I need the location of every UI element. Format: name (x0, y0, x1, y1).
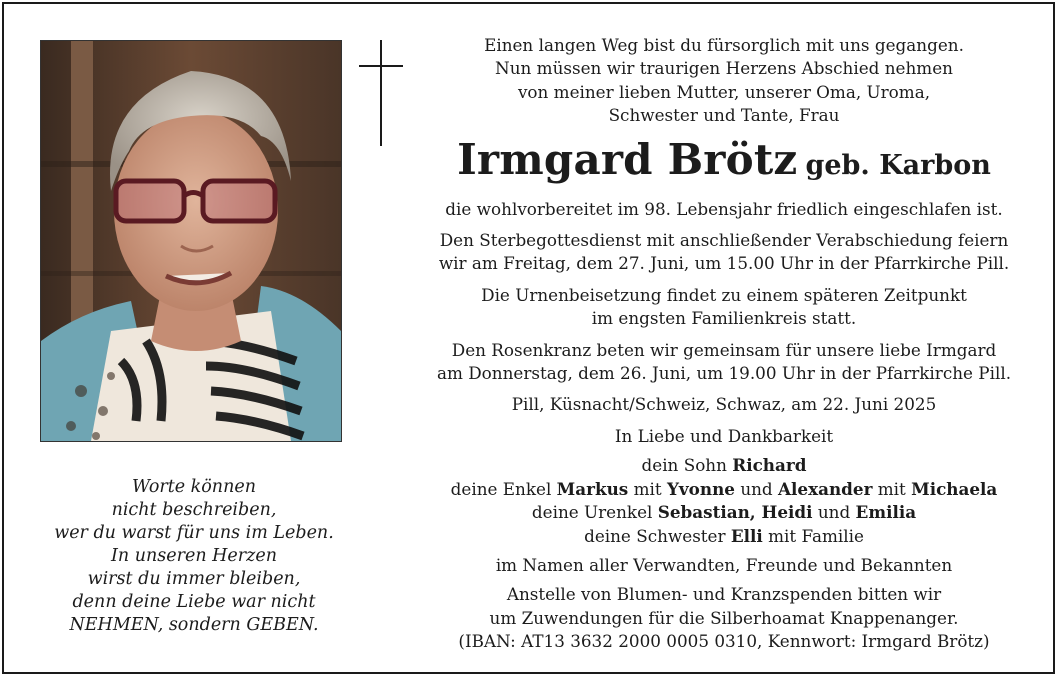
mourner-name: Yvonne (666, 478, 735, 499)
connector-text: und (817, 502, 851, 523)
maiden-name: geb. Karbon (805, 149, 991, 181)
funeral-line: Den Sterbegottesdienst mit anschließender Verabschiedung feiern (439, 230, 1009, 251)
donation-line: Anstelle von Blumen- und Kranzspenden bitten wir (506, 584, 942, 605)
latin-cross-icon (357, 38, 407, 150)
rosary-line: Den Rosenkranz beten wir gemeinsam für unsere liebe Irmgard (451, 339, 997, 360)
poem-line: nicht beschreiben, (111, 500, 277, 520)
mourner-son (408, 454, 1040, 477)
memorial-poem (34, 476, 354, 637)
intro-line: Einen langen Weg bist du fürsorglich mit uns gegangen. (484, 35, 964, 55)
donation-line: um Zuwendungen für die Silberhoamat Knappenanger. (489, 607, 959, 628)
mourner-prefix: deine Urenkel (531, 502, 653, 523)
intro-line: Schwester und Tante, Frau (608, 105, 840, 126)
mourner-name: Sebastian, Heidi (657, 502, 813, 523)
poem-line: denn deine Liebe war nicht (72, 592, 316, 612)
funeral-line: wir am Freitag, dem 27. Juni, um 15.00 Uhr in der Pfarrkirche Pill. (438, 253, 1010, 274)
poem-line: In unseren Herzen (110, 546, 277, 566)
connector-text: mit (877, 478, 906, 499)
mourner-grandchildren (408, 478, 1040, 501)
funeral-info (408, 229, 1040, 276)
closing-line: In Liebe und Dankbarkeit (614, 425, 834, 446)
urn-line: Die Urnenbeisetzung findet zu einem späteren Zeitpunkt (481, 284, 967, 305)
obituary-card (2, 2, 1055, 674)
mourner-name: Elli (730, 525, 763, 546)
mourner-all: im Namen aller Verwandten, Freunde und Bekannten (495, 554, 953, 575)
poem-line: NEHMEN, sondern GEBEN. (69, 615, 319, 635)
poem-line: wer du warst für uns im Leben. (54, 523, 334, 543)
mourner-prefix: dein Sohn (641, 455, 727, 476)
rosary-info (408, 339, 1040, 386)
poem-line: Worte können (132, 477, 256, 497)
mourner-name: Markus (556, 478, 629, 499)
connector-text: und (740, 478, 773, 499)
mourner-prefix: deine Schwester (584, 525, 726, 546)
donation-line: (IBAN: AT13 3632 2000 0005 0310, Kennwort: Irmgard Brötz) (458, 631, 990, 652)
mourner-prefix: deine Enkel (450, 478, 552, 499)
deceased-name: Irmgard Brötz (457, 134, 798, 184)
obituary-text (408, 34, 1040, 654)
passing-line: die wohlvorbereitet im 98. Lebensjahr friedlich eingeschlafen ist. (445, 198, 1003, 219)
mourner-name: Alexander (778, 478, 873, 499)
urn-line: im engsten Familienkreis statt. (591, 308, 857, 329)
mourner-name: Richard (732, 455, 807, 476)
donation-note (408, 583, 1040, 653)
place-date: Pill, Küsnacht/Schweiz, Schwaz, am 22. Juni 2025 (511, 394, 937, 415)
mourner-sister (408, 525, 1040, 548)
connector-text: mit Familie (768, 525, 864, 546)
connector-text: mit (633, 478, 662, 499)
intro-text (408, 34, 1040, 128)
deceased-name-row (408, 136, 1040, 192)
intro-line: von meiner lieben Mutter, unserer Oma, Uroma, (517, 81, 931, 102)
intro-line: Nun müssen wir traurigen Herzens Abschied nehmen (495, 58, 953, 79)
mourner-name: Emilia (855, 502, 917, 523)
portrait-photo (40, 40, 342, 442)
mourner-great-grandchildren (408, 501, 1040, 524)
urn-info (408, 284, 1040, 331)
rosary-line: am Donnerstag, dem 26. Juni, um 19.00 Uhr in der Pfarrkirche Pill. (436, 363, 1012, 384)
poem-line: wirst du immer bleiben, (87, 569, 301, 589)
mourners-list (408, 454, 1040, 577)
mourner-name: Michaela (911, 478, 998, 499)
